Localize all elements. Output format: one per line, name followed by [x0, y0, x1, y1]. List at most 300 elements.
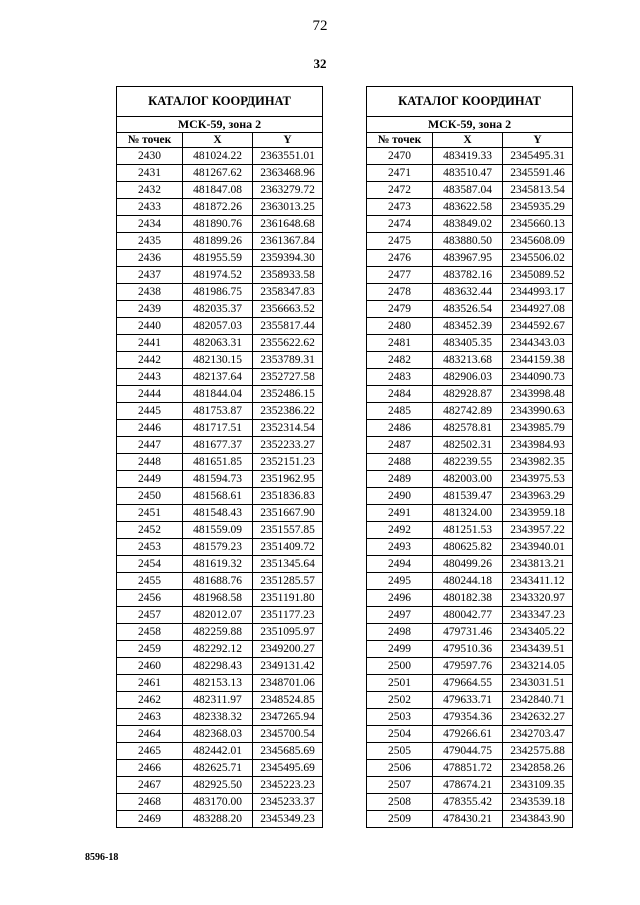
point-number-cell: 2459 [117, 641, 183, 658]
point-number-cell: 2455 [117, 573, 183, 590]
point-number-cell: 2464 [117, 726, 183, 743]
column-header-point: № точек [367, 133, 433, 148]
x-coordinate-cell: 482311.97 [183, 692, 253, 709]
table-row [117, 199, 323, 216]
point-number-cell: 2441 [117, 335, 183, 352]
zone-label: МСК-59, зона 2 [367, 117, 573, 133]
column-header-point: № точек [117, 133, 183, 148]
y-coordinate-cell: 2353789.31 [253, 352, 323, 369]
table-row [367, 726, 573, 743]
column-header-y: Y [503, 133, 573, 148]
y-coordinate-cell: 2348701.06 [253, 675, 323, 692]
y-coordinate-cell: 2351095.97 [253, 624, 323, 641]
point-number-cell: 2434 [117, 216, 183, 233]
table-row [367, 794, 573, 811]
y-coordinate-cell: 2343109.35 [503, 777, 573, 794]
y-coordinate-cell: 2343940.01 [503, 539, 573, 556]
x-coordinate-cell: 481579.23 [183, 539, 253, 556]
y-coordinate-cell: 2351345.64 [253, 556, 323, 573]
y-coordinate-cell: 2345495.69 [253, 760, 323, 777]
sub-page-number: 32 [313, 56, 327, 71]
table-row [367, 488, 573, 505]
y-coordinate-cell: 2351409.72 [253, 539, 323, 556]
point-number-cell: 2489 [367, 471, 433, 488]
point-number-cell: 2438 [117, 284, 183, 301]
y-coordinate-cell: 2363551.01 [253, 148, 323, 165]
table-row [117, 777, 323, 794]
y-coordinate-cell: 2351836.83 [253, 488, 323, 505]
x-coordinate-cell: 483622.58 [433, 199, 503, 216]
table-row [367, 182, 573, 199]
table-body [367, 148, 573, 828]
x-coordinate-cell: 481568.61 [183, 488, 253, 505]
y-coordinate-cell: 2345813.54 [503, 182, 573, 199]
x-coordinate-cell: 478851.72 [433, 760, 503, 777]
x-coordinate-cell: 482063.31 [183, 335, 253, 352]
table-row [117, 284, 323, 301]
y-coordinate-cell: 2345495.31 [503, 148, 573, 165]
y-coordinate-cell: 2352727.58 [253, 369, 323, 386]
table-row [117, 641, 323, 658]
point-number-cell: 2492 [367, 522, 433, 539]
x-coordinate-cell: 481594.73 [183, 471, 253, 488]
table-row [117, 386, 323, 403]
point-number-cell: 2508 [367, 794, 433, 811]
x-coordinate-cell: 480244.18 [433, 573, 503, 590]
table-row [117, 607, 323, 624]
table-row [117, 216, 323, 233]
table-row [117, 454, 323, 471]
point-number-cell: 2509 [367, 811, 433, 828]
x-coordinate-cell: 478674.21 [433, 777, 503, 794]
x-coordinate-cell: 483170.00 [183, 794, 253, 811]
point-number-cell: 2450 [117, 488, 183, 505]
table-row [367, 284, 573, 301]
table-row [367, 709, 573, 726]
table-row [117, 403, 323, 420]
point-number-cell: 2462 [117, 692, 183, 709]
x-coordinate-cell: 482057.03 [183, 318, 253, 335]
point-number-cell: 2447 [117, 437, 183, 454]
point-number-cell: 2460 [117, 658, 183, 675]
y-coordinate-cell: 2344993.17 [503, 284, 573, 301]
point-number-cell: 2477 [367, 267, 433, 284]
table-row [367, 199, 573, 216]
table-row [117, 267, 323, 284]
y-coordinate-cell: 2343998.48 [503, 386, 573, 403]
point-number-cell: 2474 [367, 216, 433, 233]
point-number-cell: 2483 [367, 369, 433, 386]
table-row [117, 658, 323, 675]
y-coordinate-cell: 2351557.85 [253, 522, 323, 539]
point-number-cell: 2466 [117, 760, 183, 777]
table-row [367, 522, 573, 539]
column-header-y: Y [253, 133, 323, 148]
y-coordinate-cell: 2345591.46 [503, 165, 573, 182]
y-coordinate-cell: 2343813.21 [503, 556, 573, 573]
table-row [367, 675, 573, 692]
y-coordinate-cell: 2343411.12 [503, 573, 573, 590]
table-row [117, 505, 323, 522]
y-coordinate-cell: 2343405.22 [503, 624, 573, 641]
table-row [117, 539, 323, 556]
y-coordinate-cell: 2361367.84 [253, 233, 323, 250]
table-row [367, 318, 573, 335]
table-row [367, 624, 573, 641]
table-row [367, 454, 573, 471]
table-row [117, 709, 323, 726]
x-coordinate-cell: 478355.42 [433, 794, 503, 811]
y-coordinate-cell: 2345506.02 [503, 250, 573, 267]
x-coordinate-cell: 482003.00 [433, 471, 503, 488]
column-header-x: X [433, 133, 503, 148]
x-coordinate-cell: 482012.07 [183, 607, 253, 624]
point-number-cell: 2480 [367, 318, 433, 335]
table-row [117, 420, 323, 437]
y-coordinate-cell: 2344927.08 [503, 301, 573, 318]
x-coordinate-cell: 481651.85 [183, 454, 253, 471]
point-number-cell: 2484 [367, 386, 433, 403]
x-coordinate-cell: 479354.36 [433, 709, 503, 726]
y-coordinate-cell: 2352486.15 [253, 386, 323, 403]
x-coordinate-cell: 482259.88 [183, 624, 253, 641]
point-number-cell: 2453 [117, 539, 183, 556]
point-number-cell: 2490 [367, 488, 433, 505]
x-coordinate-cell: 479664.55 [433, 675, 503, 692]
y-coordinate-cell: 2345349.23 [253, 811, 323, 828]
y-coordinate-cell: 2342703.47 [503, 726, 573, 743]
table-row [117, 760, 323, 777]
table-row [117, 233, 323, 250]
point-number-cell: 2436 [117, 250, 183, 267]
x-coordinate-cell: 481677.37 [183, 437, 253, 454]
point-number-cell: 2482 [367, 352, 433, 369]
table-row [117, 352, 323, 369]
x-coordinate-cell: 481559.09 [183, 522, 253, 539]
table-row [367, 743, 573, 760]
table-row [367, 420, 573, 437]
x-coordinate-cell: 481251.53 [433, 522, 503, 539]
table-row [117, 471, 323, 488]
x-coordinate-cell: 481847.08 [183, 182, 253, 199]
x-coordinate-cell: 480182.38 [433, 590, 503, 607]
y-coordinate-cell: 2345223.23 [253, 777, 323, 794]
table-row [367, 165, 573, 182]
x-coordinate-cell: 482292.12 [183, 641, 253, 658]
x-coordinate-cell: 483288.20 [183, 811, 253, 828]
x-coordinate-cell: 483419.33 [433, 148, 503, 165]
x-coordinate-cell: 481024.22 [183, 148, 253, 165]
y-coordinate-cell: 2358933.58 [253, 267, 323, 284]
y-coordinate-cell: 2343984.93 [503, 437, 573, 454]
x-coordinate-cell: 481753.87 [183, 403, 253, 420]
y-coordinate-cell: 2349200.27 [253, 641, 323, 658]
y-coordinate-cell: 2345233.37 [253, 794, 323, 811]
y-coordinate-cell: 2355622.62 [253, 335, 323, 352]
point-number-cell: 2475 [367, 233, 433, 250]
point-number-cell: 2473 [367, 199, 433, 216]
table-row [367, 233, 573, 250]
table-row [367, 811, 573, 828]
point-number-cell: 2463 [117, 709, 183, 726]
point-number-cell: 2430 [117, 148, 183, 165]
table-row [367, 539, 573, 556]
table-row [117, 692, 323, 709]
table-row [367, 403, 573, 420]
x-coordinate-cell: 482578.81 [433, 420, 503, 437]
x-coordinate-cell: 480042.77 [433, 607, 503, 624]
point-number-cell: 2471 [367, 165, 433, 182]
table-row [117, 590, 323, 607]
y-coordinate-cell: 2352386.22 [253, 403, 323, 420]
point-number-cell: 2452 [117, 522, 183, 539]
table-row [117, 811, 323, 828]
point-number-cell: 2435 [117, 233, 183, 250]
point-number-cell: 2467 [117, 777, 183, 794]
point-number-cell: 2456 [117, 590, 183, 607]
x-coordinate-cell: 481324.00 [433, 505, 503, 522]
x-coordinate-cell: 479510.36 [433, 641, 503, 658]
table-row [117, 573, 323, 590]
x-coordinate-cell: 482742.89 [433, 403, 503, 420]
table-row [367, 216, 573, 233]
x-coordinate-cell: 478430.21 [433, 811, 503, 828]
y-coordinate-cell: 2342840.71 [503, 692, 573, 709]
point-number-cell: 2472 [367, 182, 433, 199]
x-coordinate-cell: 482906.03 [433, 369, 503, 386]
table-row [367, 471, 573, 488]
point-number-cell: 2454 [117, 556, 183, 573]
point-number-cell: 2449 [117, 471, 183, 488]
x-coordinate-cell: 479597.76 [433, 658, 503, 675]
x-coordinate-cell: 481986.75 [183, 284, 253, 301]
point-number-cell: 2507 [367, 777, 433, 794]
point-number-cell: 2488 [367, 454, 433, 471]
point-number-cell: 2465 [117, 743, 183, 760]
y-coordinate-cell: 2363279.72 [253, 182, 323, 199]
point-number-cell: 2485 [367, 403, 433, 420]
point-number-cell: 2495 [367, 573, 433, 590]
point-number-cell: 2445 [117, 403, 183, 420]
x-coordinate-cell: 482298.43 [183, 658, 253, 675]
y-coordinate-cell: 2343959.18 [503, 505, 573, 522]
x-coordinate-cell: 483510.47 [433, 165, 503, 182]
column-header-x: X [183, 133, 253, 148]
x-coordinate-cell: 483632.44 [433, 284, 503, 301]
point-number-cell: 2504 [367, 726, 433, 743]
y-coordinate-cell: 2347265.94 [253, 709, 323, 726]
table-row [367, 148, 573, 165]
y-coordinate-cell: 2342858.26 [503, 760, 573, 777]
point-number-cell: 2478 [367, 284, 433, 301]
x-coordinate-cell: 481688.76 [183, 573, 253, 590]
y-coordinate-cell: 2345089.52 [503, 267, 573, 284]
table-row [367, 658, 573, 675]
x-coordinate-cell: 483880.50 [433, 233, 503, 250]
y-coordinate-cell: 2345660.13 [503, 216, 573, 233]
table-row [367, 267, 573, 284]
point-number-cell: 2446 [117, 420, 183, 437]
y-coordinate-cell: 2351962.95 [253, 471, 323, 488]
x-coordinate-cell: 482925.50 [183, 777, 253, 794]
y-coordinate-cell: 2351667.90 [253, 505, 323, 522]
x-coordinate-cell: 482153.13 [183, 675, 253, 692]
x-coordinate-cell: 481872.26 [183, 199, 253, 216]
table-row [367, 692, 573, 709]
point-number-cell: 2451 [117, 505, 183, 522]
table-row [367, 386, 573, 403]
x-coordinate-cell: 481955.59 [183, 250, 253, 267]
y-coordinate-cell: 2363013.25 [253, 199, 323, 216]
table-row [367, 607, 573, 624]
y-coordinate-cell: 2343982.35 [503, 454, 573, 471]
point-number-cell: 2506 [367, 760, 433, 777]
x-coordinate-cell: 482130.15 [183, 352, 253, 369]
y-coordinate-cell: 2343990.63 [503, 403, 573, 420]
table-row [117, 250, 323, 267]
zone-label: МСК-59, зона 2 [117, 117, 323, 133]
page-number: 72 [312, 18, 328, 34]
y-coordinate-cell: 2363468.96 [253, 165, 323, 182]
point-number-cell: 2431 [117, 165, 183, 182]
point-number-cell: 2493 [367, 539, 433, 556]
x-coordinate-cell: 481267.62 [183, 165, 253, 182]
table-row [367, 301, 573, 318]
x-coordinate-cell: 483452.39 [433, 318, 503, 335]
y-coordinate-cell: 2349131.42 [253, 658, 323, 675]
table-row [367, 573, 573, 590]
table-title: КАТАЛОГ КООРДИНАТ [117, 87, 323, 117]
table-row [117, 726, 323, 743]
x-coordinate-cell: 482368.03 [183, 726, 253, 743]
y-coordinate-cell: 2343031.51 [503, 675, 573, 692]
point-number-cell: 2443 [117, 369, 183, 386]
x-coordinate-cell: 482035.37 [183, 301, 253, 318]
y-coordinate-cell: 2343539.18 [503, 794, 573, 811]
x-coordinate-cell: 479731.46 [433, 624, 503, 641]
y-coordinate-cell: 2344159.38 [503, 352, 573, 369]
point-number-cell: 2448 [117, 454, 183, 471]
y-coordinate-cell: 2358347.83 [253, 284, 323, 301]
footer-code: 8596-18 [85, 852, 119, 863]
table-row [117, 318, 323, 335]
coordinate-catalog-table-right [366, 86, 573, 828]
point-number-cell: 2487 [367, 437, 433, 454]
point-number-cell: 2440 [117, 318, 183, 335]
table-row [117, 743, 323, 760]
x-coordinate-cell: 483967.95 [433, 250, 503, 267]
table-row [367, 777, 573, 794]
x-coordinate-cell: 482137.64 [183, 369, 253, 386]
point-number-cell: 2457 [117, 607, 183, 624]
y-coordinate-cell: 2361648.68 [253, 216, 323, 233]
y-coordinate-cell: 2343843.90 [503, 811, 573, 828]
y-coordinate-cell: 2343975.53 [503, 471, 573, 488]
table-row [367, 250, 573, 267]
y-coordinate-cell: 2343985.79 [503, 420, 573, 437]
x-coordinate-cell: 483782.16 [433, 267, 503, 284]
table-row [117, 488, 323, 505]
y-coordinate-cell: 2351177.23 [253, 607, 323, 624]
table-row [117, 165, 323, 182]
x-coordinate-cell: 482442.01 [183, 743, 253, 760]
point-number-cell: 2458 [117, 624, 183, 641]
point-number-cell: 2437 [117, 267, 183, 284]
table-row [117, 522, 323, 539]
x-coordinate-cell: 481619.32 [183, 556, 253, 573]
point-number-cell: 2503 [367, 709, 433, 726]
point-number-cell: 2497 [367, 607, 433, 624]
table-row [367, 590, 573, 607]
table-row [117, 148, 323, 165]
y-coordinate-cell: 2345608.09 [503, 233, 573, 250]
point-number-cell: 2470 [367, 148, 433, 165]
x-coordinate-cell: 482928.87 [433, 386, 503, 403]
x-coordinate-cell: 482338.32 [183, 709, 253, 726]
x-coordinate-cell: 481974.52 [183, 267, 253, 284]
x-coordinate-cell: 480625.82 [433, 539, 503, 556]
x-coordinate-cell: 481890.76 [183, 216, 253, 233]
y-coordinate-cell: 2344592.67 [503, 318, 573, 335]
y-coordinate-cell: 2359394.30 [253, 250, 323, 267]
x-coordinate-cell: 482502.31 [433, 437, 503, 454]
table-row [117, 556, 323, 573]
x-coordinate-cell: 481844.04 [183, 386, 253, 403]
y-coordinate-cell: 2356663.52 [253, 301, 323, 318]
x-coordinate-cell: 483405.35 [433, 335, 503, 352]
y-coordinate-cell: 2345685.69 [253, 743, 323, 760]
table-row [367, 641, 573, 658]
table-row [117, 794, 323, 811]
y-coordinate-cell: 2355817.44 [253, 318, 323, 335]
y-coordinate-cell: 2343439.51 [503, 641, 573, 658]
y-coordinate-cell: 2343963.29 [503, 488, 573, 505]
table-row [367, 505, 573, 522]
y-coordinate-cell: 2343320.97 [503, 590, 573, 607]
y-coordinate-cell: 2345700.54 [253, 726, 323, 743]
point-number-cell: 2498 [367, 624, 433, 641]
table-row [367, 760, 573, 777]
point-number-cell: 2502 [367, 692, 433, 709]
x-coordinate-cell: 479266.61 [433, 726, 503, 743]
x-coordinate-cell: 483213.68 [433, 352, 503, 369]
point-number-cell: 2499 [367, 641, 433, 658]
x-coordinate-cell: 479044.75 [433, 743, 503, 760]
y-coordinate-cell: 2343214.05 [503, 658, 573, 675]
table-row [367, 335, 573, 352]
y-coordinate-cell: 2351285.57 [253, 573, 323, 590]
point-number-cell: 2500 [367, 658, 433, 675]
point-number-cell: 2433 [117, 199, 183, 216]
table-row [367, 556, 573, 573]
table-row [117, 675, 323, 692]
table-title: КАТАЛОГ КООРДИНАТ [367, 87, 573, 117]
table-row [117, 301, 323, 318]
x-coordinate-cell: 481899.26 [183, 233, 253, 250]
point-number-cell: 2442 [117, 352, 183, 369]
point-number-cell: 2481 [367, 335, 433, 352]
table-row [367, 369, 573, 386]
table-row [367, 437, 573, 454]
y-coordinate-cell: 2342575.88 [503, 743, 573, 760]
y-coordinate-cell: 2344090.73 [503, 369, 573, 386]
y-coordinate-cell: 2345935.29 [503, 199, 573, 216]
x-coordinate-cell: 479633.71 [433, 692, 503, 709]
point-number-cell: 2439 [117, 301, 183, 318]
table-body [117, 148, 323, 828]
x-coordinate-cell: 483526.54 [433, 301, 503, 318]
x-coordinate-cell: 481548.43 [183, 505, 253, 522]
